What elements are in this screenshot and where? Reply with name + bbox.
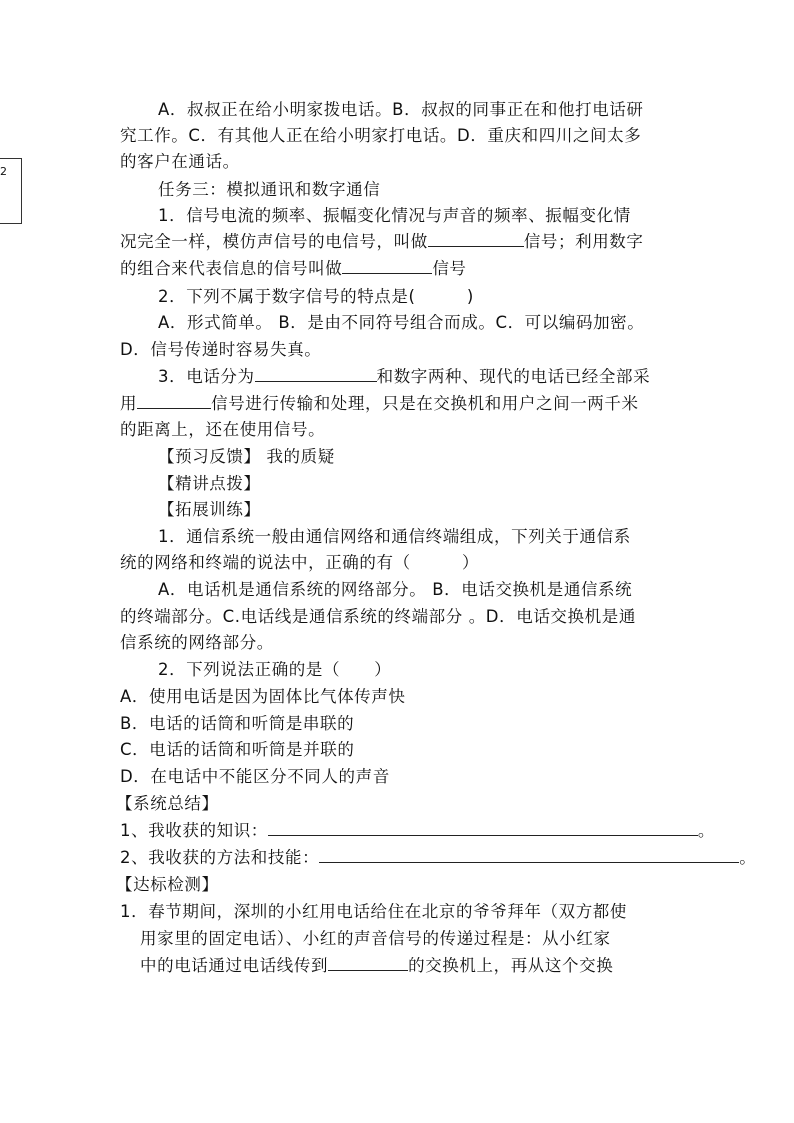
summary-item-1-period: 。 [697,821,716,840]
q3-line-1-text-a: 3．电话分为 [158,367,255,386]
t1-line-3 [140,956,613,976]
q2-line: 2．下列不属于数字信号的特点是( ) [158,287,474,306]
skills-blank[interactable] [319,848,739,863]
summary-item-1-label: 1、我收获的知识： [120,821,268,840]
t1-line-1: 1．春节期间，深圳的小红用电话给住在北京的爷爷拜年（双方都使 [120,902,627,921]
summary-item-2 [120,848,756,868]
summary-item-1 [120,821,715,841]
analog-signal-blank[interactable] [428,232,524,247]
phone-type-blank[interactable] [255,367,377,382]
signal-type-blank[interactable] [137,394,211,409]
q1-line-3-text-a: 的组合来代表信息的信号叫做 [120,259,343,278]
summary-item-2-period: 。 [739,848,757,867]
e2-question: 2．下列说法正确的是（ ） [158,660,392,679]
q2-options-1: A．形式简单。 B．是由不同符号组合而成。C．可以编码加密。 [158,313,645,332]
q1-line-2-text-a: 况完全一样，模仿声信号的电信号，叫做 [120,232,428,251]
extend-heading: 【拓展训练】 [158,500,261,519]
q1-line-2 [120,232,644,252]
q3-line-3: 的距离上，还在使用信号。 [120,420,326,439]
e2-option-a: A．使用电话是因为固体比气体传声快 [120,687,406,706]
p1-line-1: A．叔叔正在给小明家拨电话。B．叔叔的同事正在和他打电话研 [158,100,644,119]
e1-line-5: 信系统的网络部分。 [120,633,274,652]
e1-line-3: A．电话机是通信系统的网络部分。 B．电话交换机是通信系统 [158,580,633,599]
q1-line-3 [120,259,467,279]
e1-line-2: 统的网络和终端的说法中，正确的有（ ） [120,553,480,572]
margin-page-mark: 2 [0,165,7,178]
e2-option-d: D．在电话中不能区分不同人的声音 [120,767,390,786]
q3-line-1-text-b: 和数字两种、现代的电话已经全部采 [376,367,651,386]
e2-option-c: C．电话的话筒和听筒是并联的 [120,740,355,759]
q3-line-1 [158,367,650,387]
q1-line-1: 1．信号电流的频率、振幅变化情况与声音的频率、振幅变化情 [158,206,631,225]
test-heading: 【达标检测】 [116,875,219,894]
p1-line-3: 的客户在通话。 [120,152,240,171]
p1-line-2: 究工作。C．有其他人正在给小明家打电话。D．重庆和四川之间太多 [120,126,642,145]
t1-line-2: 用家里的固定电话）、小红的声音信号的传递过程是：从小红家 [140,929,611,948]
task3-heading: 任务三：模拟通讯和数字通信 [158,180,381,199]
q1-line-3-text-b: 信号 [432,259,467,278]
summary-item-2-label: 2、我收获的方法和技能： [120,848,320,867]
q3-line-2-text-b: 信号进行传输和处理，只是在交换机和用户之间一两千米 [211,394,639,413]
e1-line-4: 的终端部分。C.电话线是通信系统的终端部分 。D．电话交换机是通 [120,607,636,626]
e1-line-1: 1．通信系统一般由通信网络和通信终端组成，下列关于通信系 [158,527,631,546]
q3-line-2-text-a: 用 [120,394,138,413]
lecture-heading: 【精讲点拨】 [158,474,261,493]
t1-line-3-text-a: 中的电话通过电话线传到 [140,956,329,975]
q3-line-2 [120,394,639,414]
q1-line-2-text-b: 信号；利用数字 [523,232,644,251]
digital-signal-blank[interactable] [342,259,432,274]
t1-line-3-text-b: 的交换机上，再从这个交换 [408,956,614,975]
summary-heading: 【系统总结】 [116,794,219,813]
knowledge-blank[interactable] [268,821,698,836]
q2-options-2: D．信号传递时容易失真。 [120,340,322,359]
e2-option-b: B．电话的话筒和听筒是串联的 [120,714,355,733]
exchange-location-blank[interactable] [328,956,408,971]
feedback-heading: 【预习反馈】 我的质疑 [158,447,335,466]
